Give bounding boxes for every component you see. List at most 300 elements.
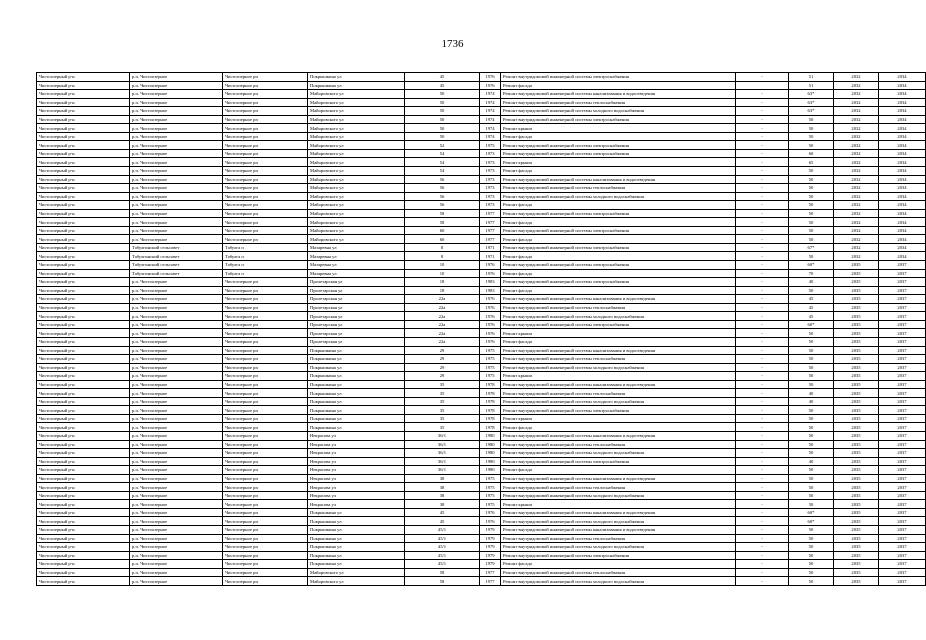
house-cell: 35 — [405, 414, 480, 423]
work-type-cell: Ремонт внутридомовой инженерной системы холодного водоснабжения — [501, 363, 736, 372]
settlement-cell: р.п. Чистоозерное — [130, 543, 223, 552]
table-row — [37, 81, 926, 90]
work-type-cell: Ремонт фасада — [501, 560, 736, 569]
table-row — [37, 491, 926, 500]
marker-cell: - — [736, 235, 789, 244]
municipality-cell: Чистоозерный р-н — [37, 243, 130, 252]
table-row — [37, 525, 926, 534]
start-year-cell: 2032 — [834, 235, 879, 244]
settlement-cell: р.п. Чистоозерное — [130, 329, 223, 338]
year-cell: 1973 — [480, 201, 501, 210]
marker-cell: - — [736, 466, 789, 475]
cost-cell: 50 — [789, 577, 834, 586]
locality-cell: Чистоозерное рп — [223, 449, 308, 458]
municipality-cell: Чистоозерный р-н — [37, 346, 130, 355]
year-cell: 1976 — [480, 337, 501, 346]
start-year-cell: 2035 — [834, 568, 879, 577]
start-year-cell: 2035 — [834, 355, 879, 364]
house-cell: 35 — [405, 423, 480, 432]
marker-cell: - — [736, 192, 789, 201]
locality-cell: Чистоозерное рп — [223, 568, 308, 577]
table-row — [37, 158, 926, 167]
house-cell: 60 — [405, 226, 480, 235]
table-row — [37, 534, 926, 543]
locality-cell: Чистоозерное рп — [223, 226, 308, 235]
marker-cell: - — [736, 363, 789, 372]
marker-cell: - — [736, 329, 789, 338]
street-cell: Майоровского ул — [308, 132, 405, 141]
table-row — [37, 295, 926, 304]
municipality-cell: Чистоозерный р-н — [37, 431, 130, 440]
street-cell: Некрасова ул — [308, 449, 405, 458]
cost-cell: 50 — [789, 226, 834, 235]
settlement-cell: р.п. Чистоозерное — [130, 312, 223, 321]
settlement-cell: р.п. Чистоозерное — [130, 372, 223, 381]
end-year-cell: 2037 — [879, 389, 926, 398]
municipality-cell: Чистоозерный р-н — [37, 218, 130, 227]
settlement-cell: р.п. Чистоозерное — [130, 303, 223, 312]
work-type-cell: Ремонт крыши — [501, 500, 736, 509]
house-cell: 22а — [405, 329, 480, 338]
start-year-cell: 2032 — [834, 209, 879, 218]
cost-cell: 50 — [789, 414, 834, 423]
street-cell: Покрышкина ул — [308, 397, 405, 406]
start-year-cell: 2032 — [834, 252, 879, 261]
end-year-cell: 2037 — [879, 261, 926, 270]
work-type-cell: Ремонт внутридомовой инженерной системы электроснабжения — [501, 243, 736, 252]
cost-cell: 50 — [789, 449, 834, 458]
year-cell: 1979 — [480, 543, 501, 552]
locality-cell: Чистоозерное рп — [223, 303, 308, 312]
year-cell: 1976 — [480, 320, 501, 329]
marker-cell: - — [736, 457, 789, 466]
marker-cell: - — [736, 389, 789, 398]
cost-cell: 50 — [789, 363, 834, 372]
marker-cell: - — [736, 397, 789, 406]
table-row — [37, 440, 926, 449]
street-cell: Мазаревна ул — [308, 261, 405, 270]
settlement-cell: р.п. Чистоозерное — [130, 457, 223, 466]
cost-cell: 50 — [789, 115, 834, 124]
street-cell: Майоровского ул — [308, 98, 405, 107]
year-cell: 1974 — [480, 90, 501, 99]
street-cell: Покрышкина ул — [308, 560, 405, 569]
settlement-cell: р.п. Чистоозерное — [130, 577, 223, 586]
marker-cell: - — [736, 132, 789, 141]
street-cell: Покрышкина ул — [308, 372, 405, 381]
cost-cell: 50 — [789, 500, 834, 509]
house-cell: 50 — [405, 115, 480, 124]
table-row — [37, 406, 926, 415]
settlement-cell: р.п. Чистоозерное — [130, 483, 223, 492]
street-cell: Покрышкина ул — [308, 389, 405, 398]
marker-cell: - — [736, 337, 789, 346]
end-year-cell: 2037 — [879, 508, 926, 517]
house-cell: 29 — [405, 372, 480, 381]
start-year-cell: 2035 — [834, 457, 879, 466]
cost-cell: 50 — [789, 184, 834, 193]
year-cell: 1976 — [480, 517, 501, 526]
locality-cell: Чистоозерное рп — [223, 380, 308, 389]
year-cell: 1973 — [480, 175, 501, 184]
cost-cell: 50 — [789, 491, 834, 500]
table-row — [37, 167, 926, 176]
municipality-cell: Чистоозерный р-н — [37, 286, 130, 295]
work-type-cell: Ремонт внутридомовой инженерной системы холодного водоснабжения — [501, 312, 736, 321]
street-cell: Майоровского ул — [308, 175, 405, 184]
end-year-cell: 2037 — [879, 560, 926, 569]
year-cell: 1978 — [480, 397, 501, 406]
cost-cell: 50 — [789, 167, 834, 176]
work-type-cell: Ремонт внутридомовой инженерной системы канализования и водоотведения — [501, 525, 736, 534]
marker-cell: - — [736, 303, 789, 312]
marker-cell: - — [736, 406, 789, 415]
work-type-cell: Ремонт внутридомовой инженерной системы электроснабжения — [501, 320, 736, 329]
start-year-cell: 2032 — [834, 218, 879, 227]
end-year-cell: 2037 — [879, 525, 926, 534]
start-year-cell: 2035 — [834, 414, 879, 423]
locality-cell: Чистоозерное рп — [223, 320, 308, 329]
municipality-cell: Чистоозерный р-н — [37, 269, 130, 278]
street-cell: Майоровского ул — [308, 218, 405, 227]
marker-cell: - — [736, 551, 789, 560]
street-cell: Покрышкина ул — [308, 346, 405, 355]
start-year-cell: 2032 — [834, 149, 879, 158]
settlement-cell: р.п. Чистоозерное — [130, 363, 223, 372]
settlement-cell: р.п. Чистоозерное — [130, 568, 223, 577]
locality-cell: Чистоозерное рп — [223, 346, 308, 355]
street-cell: Майоровского ул — [308, 158, 405, 167]
house-cell: 56 — [405, 192, 480, 201]
house-cell: 38 — [405, 474, 480, 483]
table-row — [37, 303, 926, 312]
work-type-cell: Ремонт внутридомовой инженерной системы электроснабжения — [501, 278, 736, 287]
end-year-cell: 2037 — [879, 483, 926, 492]
start-year-cell: 2035 — [834, 380, 879, 389]
work-type-cell: Ремонт внутридомовой инженерной системы холодного водоснабжения — [501, 543, 736, 552]
cost-cell: 50 — [789, 380, 834, 389]
year-cell: 1974 — [480, 98, 501, 107]
marker-cell: - — [736, 201, 789, 210]
house-cell: 36/1 — [405, 457, 480, 466]
cost-cell: 50 — [789, 440, 834, 449]
street-cell: Некрасова ул — [308, 431, 405, 440]
house-cell: 45 — [405, 81, 480, 90]
marker-cell: - — [736, 449, 789, 458]
cost-cell: 45 — [789, 303, 834, 312]
municipality-cell: Чистоозерный р-н — [37, 107, 130, 116]
locality-cell: Чистоозерное рп — [223, 500, 308, 509]
end-year-cell: 2034 — [879, 226, 926, 235]
work-type-cell: Ремонт внутридомовой инженерной системы электроснабжения — [501, 73, 736, 82]
year-cell: 1977 — [480, 209, 501, 218]
cost-cell: 63* — [789, 90, 834, 99]
start-year-cell: 2035 — [834, 269, 879, 278]
year-cell: 1975 — [480, 355, 501, 364]
cost-cell: 60 — [789, 149, 834, 158]
cost-cell: 50 — [789, 525, 834, 534]
start-year-cell: 2035 — [834, 312, 879, 321]
house-cell: 45/1 — [405, 560, 480, 569]
municipality-cell: Чистоозерный р-н — [37, 355, 130, 364]
start-year-cell: 2035 — [834, 286, 879, 295]
locality-cell: Чистоозерное рп — [223, 278, 308, 287]
marker-cell — [736, 81, 789, 90]
table-row — [37, 98, 926, 107]
locality-cell: Чистоозерное рп — [223, 81, 308, 90]
end-year-cell: 2034 — [879, 167, 926, 176]
street-cell: Майоровского ул — [308, 226, 405, 235]
settlement-cell: р.п. Чистоозерное — [130, 175, 223, 184]
year-cell: 1975 — [480, 346, 501, 355]
work-type-cell: Ремонт фасада — [501, 269, 736, 278]
municipality-cell: Чистоозерный р-н — [37, 414, 130, 423]
street-cell: Майоровского ул — [308, 577, 405, 586]
settlement-cell: р.п. Чистоозерное — [130, 192, 223, 201]
locality-cell: Чистоозерное рп — [223, 124, 308, 133]
end-year-cell: 2034 — [879, 184, 926, 193]
cost-cell: 45 — [789, 312, 834, 321]
table-row — [37, 184, 926, 193]
house-cell: 36/1 — [405, 466, 480, 475]
locality-cell: Чистоозерное рп — [223, 534, 308, 543]
end-year-cell: 2034 — [879, 209, 926, 218]
municipality-cell: Чистоозерный р-н — [37, 483, 130, 492]
cost-cell: 50 — [789, 252, 834, 261]
locality-cell: Чистоозерное рп — [223, 577, 308, 586]
settlement-cell: р.п. Чистоозерное — [130, 500, 223, 509]
end-year-cell: 2037 — [879, 449, 926, 458]
end-year-cell: 2034 — [879, 149, 926, 158]
work-type-cell: Ремонт фасада — [501, 466, 736, 475]
settlement-cell: р.п. Чистоозерное — [130, 551, 223, 560]
settlement-cell: р.п. Чистоозерное — [130, 449, 223, 458]
municipality-cell: Чистоозерный р-н — [37, 209, 130, 218]
municipality-cell: Чистоозерный р-н — [37, 115, 130, 124]
locality-cell: Чистоозерное рп — [223, 201, 308, 210]
work-type-cell: Ремонт внутридомовой инженерной системы теплоснабжения — [501, 355, 736, 364]
cost-cell: 51 — [789, 81, 834, 90]
municipality-cell: Чистоозерный р-н — [37, 158, 130, 167]
street-cell: Покрышкина ул — [308, 73, 405, 82]
work-type-cell: Ремонт внутридомовой инженерной системы теплоснабжения — [501, 98, 736, 107]
start-year-cell: 2032 — [834, 115, 879, 124]
municipality-cell: Чистоозерный р-н — [37, 252, 130, 261]
year-cell: 1979 — [480, 551, 501, 560]
year-cell: 1973 — [480, 167, 501, 176]
work-type-cell: Ремонт внутридомовой инженерной системы электроснабжения — [501, 551, 736, 560]
table-row — [37, 235, 926, 244]
end-year-cell: 2037 — [879, 269, 926, 278]
work-type-cell: Ремонт внутридомовой инженерной системы теплоснабжения — [501, 483, 736, 492]
house-cell: 54 — [405, 158, 480, 167]
start-year-cell: 2035 — [834, 423, 879, 432]
settlement-cell: р.п. Чистоозерное — [130, 406, 223, 415]
locality-cell: Чистоозерное рп — [223, 184, 308, 193]
settlement-cell: р.п. Чистоозерное — [130, 431, 223, 440]
start-year-cell: 2035 — [834, 261, 879, 270]
start-year-cell: 2032 — [834, 226, 879, 235]
settlement-cell: р.п. Чистоозерное — [130, 141, 223, 150]
year-cell: 1980 — [480, 457, 501, 466]
settlement-cell: р.п. Чистоозерное — [130, 209, 223, 218]
marker-cell: - — [736, 474, 789, 483]
settlement-cell: р.п. Чистоозерное — [130, 98, 223, 107]
end-year-cell: 2034 — [879, 141, 926, 150]
end-year-cell: 2037 — [879, 337, 926, 346]
street-cell: Майоровского ул — [308, 107, 405, 116]
end-year-cell: 2037 — [879, 295, 926, 304]
municipality-cell: Чистоозерный р-н — [37, 73, 130, 82]
street-cell: Покрышкина ул — [308, 525, 405, 534]
start-year-cell: 2032 — [834, 201, 879, 210]
cost-cell: 40 — [789, 397, 834, 406]
table-row — [37, 312, 926, 321]
year-cell: 1976 — [480, 312, 501, 321]
settlement-cell: р.п. Чистоозерное — [130, 355, 223, 364]
municipality-cell: Чистоозерный р-н — [37, 525, 130, 534]
year-cell: 1978 — [480, 389, 501, 398]
end-year-cell: 2034 — [879, 98, 926, 107]
start-year-cell: 2035 — [834, 329, 879, 338]
start-year-cell: 2035 — [834, 560, 879, 569]
locality-cell: Чистоозерное рп — [223, 431, 308, 440]
work-type-cell: Ремонт крыши — [501, 372, 736, 381]
municipality-cell: Чистоозерный р-н — [37, 312, 130, 321]
locality-cell: Чистоозерное рп — [223, 423, 308, 432]
end-year-cell: 2037 — [879, 414, 926, 423]
work-type-cell: Ремонт внутридомовой инженерной системы канализования и водоотведения — [501, 90, 736, 99]
settlement-cell: р.п. Чистоозерное — [130, 73, 223, 82]
street-cell: Некрасова ул — [308, 474, 405, 483]
table-row — [37, 278, 926, 287]
house-cell: 38 — [405, 491, 480, 500]
cost-cell: 40 — [789, 278, 834, 287]
settlement-cell: р.п. Чистоозерное — [130, 201, 223, 210]
municipality-cell: Чистоозерный р-н — [37, 278, 130, 287]
table-row — [37, 175, 926, 184]
end-year-cell: 2037 — [879, 517, 926, 526]
table-row — [37, 577, 926, 586]
work-type-cell: Ремонт внутридомовой инженерной системы теплоснабжения — [501, 440, 736, 449]
house-cell: 22а — [405, 312, 480, 321]
street-cell: Пролетарская ул — [308, 329, 405, 338]
street-cell: Пролетарская ул — [308, 295, 405, 304]
street-cell: Пролетарская ул — [308, 286, 405, 295]
settlement-cell: р.п. Чистоозерное — [130, 115, 223, 124]
locality-cell: Чистоозерное рп — [223, 508, 308, 517]
table-row — [37, 414, 926, 423]
year-cell: 1975 — [480, 363, 501, 372]
street-cell: Некрасова ул — [308, 500, 405, 509]
municipality-cell: Чистоозерный р-н — [37, 560, 130, 569]
start-year-cell: 2032 — [834, 141, 879, 150]
cost-cell: 50 — [789, 423, 834, 432]
locality-cell: Чистоозерное рп — [223, 98, 308, 107]
municipality-cell: Чистоозерный р-н — [37, 406, 130, 415]
street-cell: Майоровского ул — [308, 115, 405, 124]
locality-cell: Чистоозерное рп — [223, 73, 308, 82]
work-type-cell: Ремонт фасада — [501, 132, 736, 141]
table-row — [37, 218, 926, 227]
year-cell: 1977 — [480, 577, 501, 586]
work-type-cell: Ремонт крыши — [501, 329, 736, 338]
municipality-cell: Чистоозерный р-н — [37, 551, 130, 560]
house-cell: 58 — [405, 568, 480, 577]
settlement-cell: р.п. Чистоозерное — [130, 466, 223, 475]
marker-cell: - — [736, 560, 789, 569]
marker-cell: - — [736, 491, 789, 500]
house-cell: 29 — [405, 355, 480, 364]
table-row — [37, 115, 926, 124]
locality-cell: Чистоозерное рп — [223, 107, 308, 116]
marker-cell: - — [736, 278, 789, 287]
house-cell: 58 — [405, 209, 480, 218]
cost-cell: 50 — [789, 337, 834, 346]
end-year-cell: 2037 — [879, 372, 926, 381]
year-cell: 1978 — [480, 414, 501, 423]
work-type-cell: Ремонт внутридомовой инженерной системы электроснабжения — [501, 141, 736, 150]
work-type-cell: Ремонт внутридомовой инженерной системы теплоснабжения — [501, 389, 736, 398]
locality-cell: Чистоозерное рп — [223, 209, 308, 218]
marker-cell: - — [736, 175, 789, 184]
end-year-cell: 2034 — [879, 124, 926, 133]
table-row — [37, 500, 926, 509]
start-year-cell: 2035 — [834, 440, 879, 449]
municipality-cell: Чистоозерный р-н — [37, 184, 130, 193]
start-year-cell: 2035 — [834, 406, 879, 415]
cost-cell: 50 — [789, 192, 834, 201]
table-row — [37, 457, 926, 466]
end-year-cell: 2037 — [879, 286, 926, 295]
end-year-cell: 2034 — [879, 158, 926, 167]
end-year-cell: 2034 — [879, 132, 926, 141]
year-cell: 1974 — [480, 115, 501, 124]
table-row — [37, 243, 926, 252]
house-cell: 60 — [405, 235, 480, 244]
table-row — [37, 90, 926, 99]
cost-cell: 50 — [789, 235, 834, 244]
table-row — [37, 209, 926, 218]
settlement-cell: р.п. Чистоозерное — [130, 124, 223, 133]
table-row — [37, 107, 926, 116]
locality-cell: Чистоозерное рп — [223, 218, 308, 227]
settlement-cell: р.п. Чистоозерное — [130, 184, 223, 193]
cost-cell: 50 — [789, 474, 834, 483]
end-year-cell: 2034 — [879, 81, 926, 90]
work-type-cell: Ремонт внутридомовой инженерной системы холодного водоснабжения — [501, 397, 736, 406]
municipality-cell: Чистоозерный р-н — [37, 491, 130, 500]
start-year-cell: 2032 — [834, 175, 879, 184]
marker-cell: - — [736, 320, 789, 329]
year-cell: 1976 — [480, 73, 501, 82]
house-cell: 36/1 — [405, 440, 480, 449]
locality-cell: Чистоозерное рп — [223, 175, 308, 184]
cost-cell: 50 — [789, 568, 834, 577]
house-cell: 56 — [405, 184, 480, 193]
year-cell: 1983 — [480, 278, 501, 287]
year-cell: 1977 — [480, 218, 501, 227]
table-row — [37, 389, 926, 398]
start-year-cell: 2035 — [834, 577, 879, 586]
year-cell: 1975 — [480, 500, 501, 509]
table-row — [37, 346, 926, 355]
start-year-cell: 2035 — [834, 517, 879, 526]
locality-cell: Чистоозерное рп — [223, 440, 308, 449]
work-type-cell: Ремонт внутридомовой инженерной системы электроснабжения — [501, 209, 736, 218]
house-cell: 10 — [405, 261, 480, 270]
year-cell: 1976 — [480, 508, 501, 517]
